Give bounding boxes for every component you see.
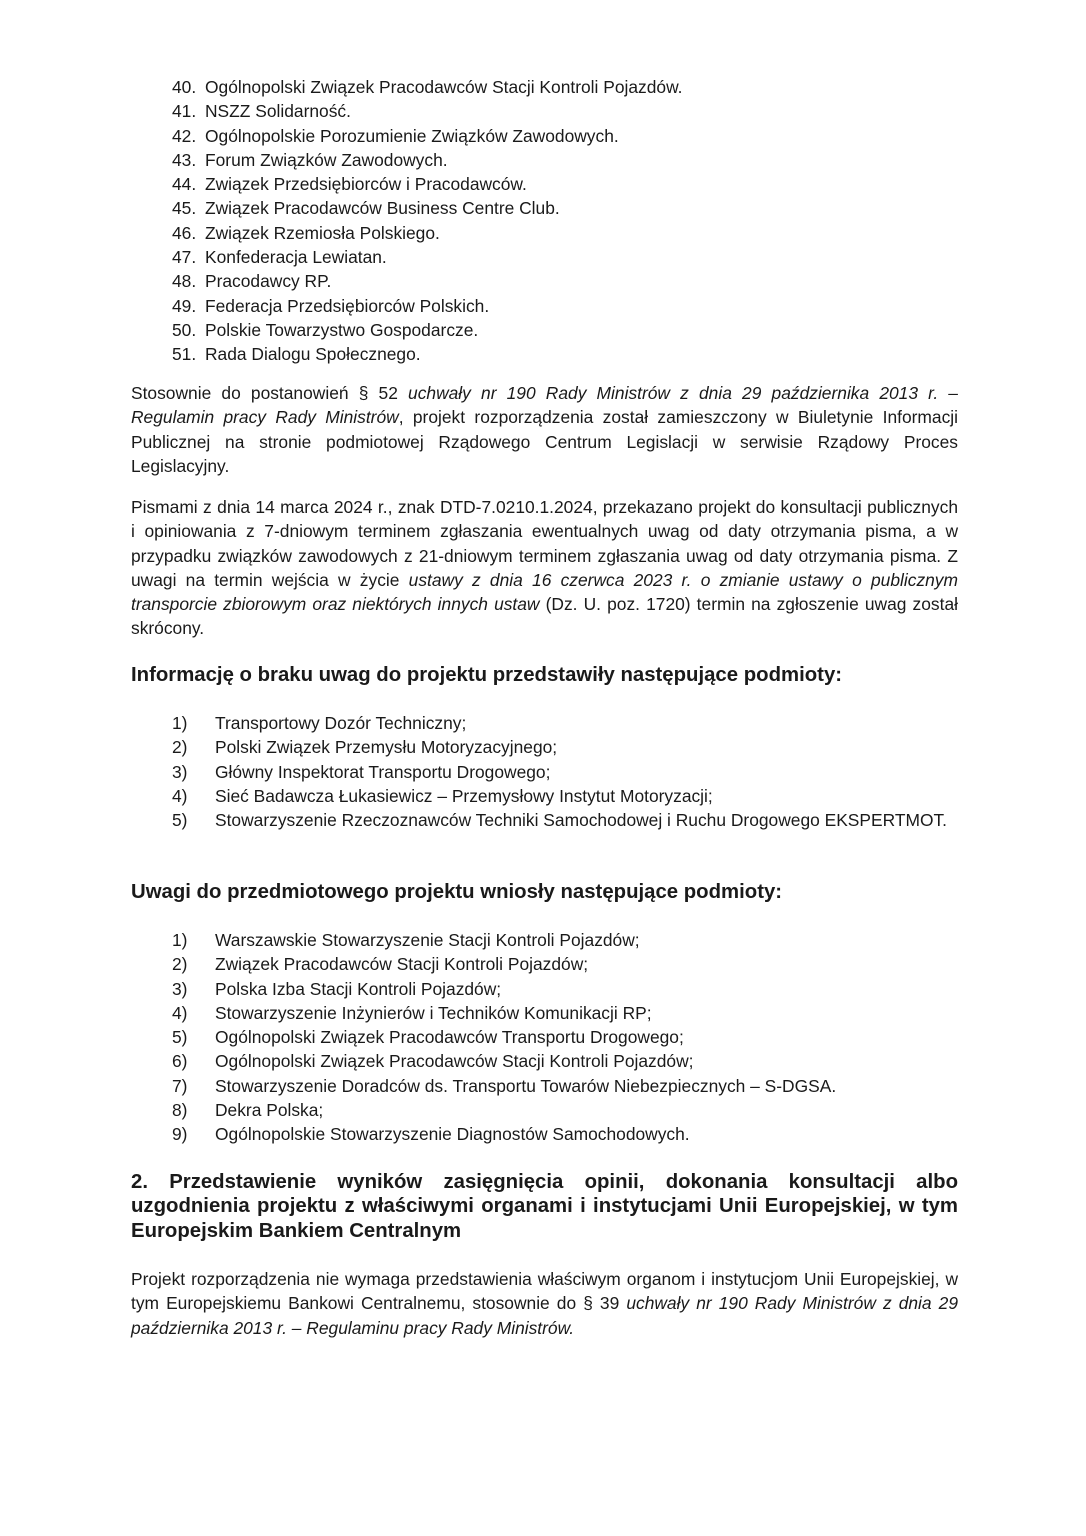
list-item: 41. NSZZ Solidarność. xyxy=(172,101,351,122)
list-item: 46. Związek Rzemiosła Polskiego. xyxy=(172,222,440,243)
list-item: 40. Ogólnopolski Związek Pracodawców Stacji Kontroli Pojazdów. xyxy=(172,77,683,97)
list-item: 48. Pracodawcy RP. xyxy=(172,271,332,292)
list-item: 49. Federacja Przedsiębiorców Polskich. xyxy=(172,295,490,316)
comments-heading: Uwagi do przedmiotowego projektu wniosły następujące podmioty: xyxy=(131,881,783,903)
no-comments-heading: Informację o braku uwag do projektu przedstawiły następujące podmioty: xyxy=(131,664,843,686)
list-item: 5) Ogólnopolski Związek Pracodawców Transportu Drogowego; xyxy=(172,1027,684,1048)
list-item: 3) Polska Izba Stacji Kontroli Pojazdów; xyxy=(172,978,502,999)
list-item: 9) Ogólnopolskie Stowarzyszenie Diagnostów Samochodowych. xyxy=(172,1124,690,1145)
list-item: 4) Stowarzyszenie Inżynierów i Techników Komunikacji RP; xyxy=(172,1002,652,1023)
list-item: 5) Stowarzyszenie Rzeczoznawców Techniki Samochodowej i Ruchu Drogowego EKSPERTMOT. xyxy=(172,810,948,831)
list-item: 51. Rada Dialogu Społecznego. xyxy=(172,344,421,365)
list-item: 3) Główny Inspektorat Transportu Drogowego; xyxy=(172,761,551,782)
list-item: 47. Konfederacja Lewiatan. xyxy=(172,247,387,268)
consulted-entities-list xyxy=(172,75,683,367)
list-item: 7) Stowarzyszenie Doradców ds. Transportu Towarów Niebezpiecznych – S-DGSA. xyxy=(172,1075,837,1096)
list-item: 45. Związek Pracodawców Business Centre Club. xyxy=(172,198,560,219)
paragraph-consultation-letters: Pismami z dnia 14 marca 2024 r., znak DTD-7.0210.1.2024, przekazano projekt do konsultacji publicznych i opiniowania z 7-dniowym terminem zgłaszania ewentualnych uwag od daty otrzymania pisma, a w przypadku związków zawodowych z 21-dniowym terminem zgłaszania uwag od daty otrzymania pisma. Z uwagi na termin wejścia w życie ustawy z dnia 16 czerwca 2023 r. o zmianie ustawy o publicznym transporcie zbiorowym oraz niektórych innych ustaw (Dz. U. poz. 1720) termin na zgłoszenie uwag został skrócony. xyxy=(131,497,958,639)
paragraph-eu-consultation: Projekt rozporządzenia nie wymaga przedstawienia właściwym organom i instytucjom Unii Europejskiej, w tym Europejskiemu Bankowi Centralnemu, stosownie do § 39 uchwały nr 190 Rady Ministrów z dnia 29 października 2013 r. – Regulaminu pracy Rady Ministrów. xyxy=(131,1269,958,1338)
list-item: 1) Warszawskie Stowarzyszenie Stacji Kontroli Pojazdów; xyxy=(172,930,640,950)
list-item: 8) Dekra Polska; xyxy=(172,1100,324,1121)
list-item: 42. Ogólnopolskie Porozumienie Związków Zawodowych. xyxy=(172,125,619,146)
section-2-heading: 2. Przedstawienie wyników zasięgnięcia opinii, dokonania konsultacji albo uzgodnienia projektu z właściwymi organami i instytucjami Unii Europejskiej, w tym Europejskim Bankiem Centralnym xyxy=(131,1171,958,1242)
paragraph-bip-publication: Stosownie do postanowień § 52 uchwały nr 190 Rady Ministrów z dnia 29 października 2013 r. – Regulamin pracy Rady Ministrów, projekt rozporządzenia został zamieszczony w Biuletynie Informacji Publicznej na stronie podmiotowej Rządowego Centrum Legislacji w serwisie Rządowy Proces Legislacyjny. xyxy=(131,383,959,476)
list-item: 6) Ogólnopolski Związek Pracodawców Stacji Kontroli Pojazdów; xyxy=(172,1051,694,1072)
list-item: 44. Związek Przedsiębiorców i Pracodawców. xyxy=(172,174,527,195)
no-comments-list xyxy=(172,711,958,832)
comments-list xyxy=(172,928,958,1147)
list-item: 1) Transportowy Dozór Techniczny; xyxy=(172,713,467,733)
list-item: 50. Polskie Towarzystwo Gospodarcze. xyxy=(172,319,479,340)
list-item: 2) Związek Pracodawców Stacji Kontroli Pojazdów; xyxy=(172,954,589,975)
list-item: 4) Sieć Badawcza Łukasiewicz – Przemysłowy Instytut Motoryzacji; xyxy=(172,785,713,806)
list-item: 2) Polski Związek Przemysłu Motoryzacyjnego; xyxy=(172,737,558,758)
list-item: 43. Forum Związków Zawodowych. xyxy=(172,149,448,170)
